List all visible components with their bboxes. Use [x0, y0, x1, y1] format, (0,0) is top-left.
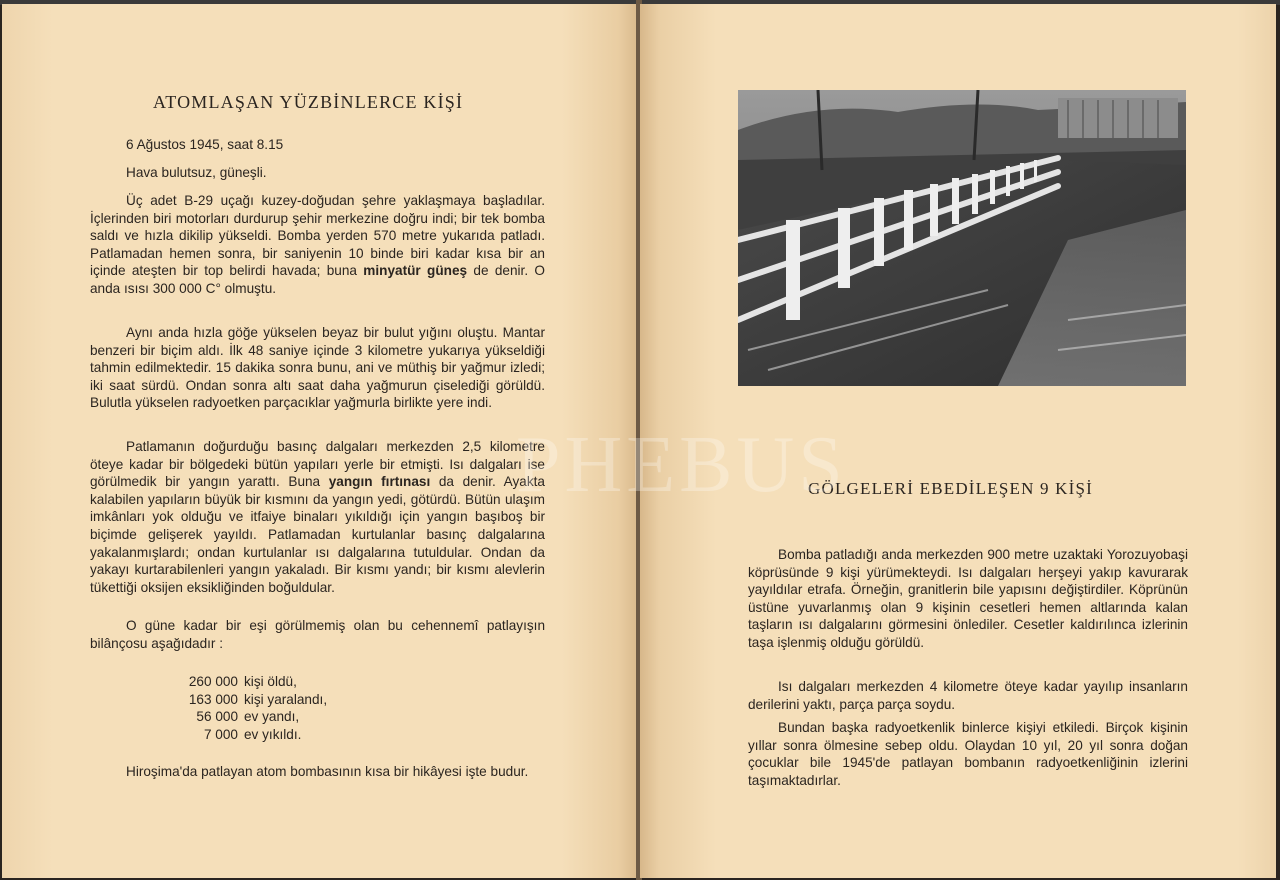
paragraph-text: da denir. Ayakta kalabilen yapıların büyük bir kısmını da yangın yedi, götürdü. Bütün ulaşım imkânları yok olduğu ve itfaiye binaları yıkıldığı için yangın başıboş bir biçimde gelişerek yayıldı. Patlamadan kurtulanlar basınç dalgalarına yakalanmışlardı; ondan kurtulanlar ısı dalgalarına tutuldular. Ondan da yakayı kurtarabilenleri yangın yakaladı. Bir kısmı yandı; bir kısmı alevlerin tükettiği oksijen eksikliğinden boğuldular.: [90, 474, 545, 595]
bold-term: yangın fırtınası: [328, 474, 431, 490]
casualty-list: [186, 673, 327, 743]
bridge-photo-image: [738, 90, 1186, 386]
watermark: PHEBUS: [516, 421, 847, 509]
paragraph-pressure-waves: [90, 438, 545, 596]
list-item: [186, 673, 327, 691]
right-page-title: GÖLGELERİ EBEDİLEŞEN 9 KİŞİ: [808, 479, 1094, 498]
dateline: 6 Ağustos 1945, saat 8.15: [126, 137, 284, 152]
paragraph-bridge: Bomba patladığı anda merkezden 900 metre uzaktaki Yorozuyobaşi köprüsünde 9 kişi yürümekteydi. Isı dalgaları herşeyi yakıp kavurarak yayıldılar etrafa. Örneğin, granitlerin bile yapısını değiştirdiler. Köprünün üstüne yuvarlanmış olan 9 kişinin cesetleri hemen altlarında kalan taşların ısı dalgalarını görmesini önlediler. Cesetler kaldırılınca izlerinin taşa işlenmiş olduğu görüldü.: [748, 547, 1188, 650]
paragraph-heat-waves: Isı dalgaları merkezden 4 kilometre öteye kadar yayılıp insanların derilerini yaktı, parça parça soydu.: [748, 679, 1188, 712]
bold-term: minyatür güneş: [363, 263, 468, 279]
bridge-photo: [738, 90, 1186, 386]
stat-label: kişi öldü,: [244, 674, 297, 689]
list-item: [186, 708, 327, 726]
stat-number: 56 000: [196, 709, 238, 725]
paragraph-text: de denir. O anda ısısı 300 000 C° olmuştu.: [90, 263, 546, 296]
left-page: [2, 4, 638, 878]
right-page: [640, 4, 1276, 878]
weather-line: Hava bulutsuz, güneşli.: [126, 165, 267, 180]
paragraph-toll-intro: O güne kadar bir eşi görülmemiş olan bu cehennemî patlayışın bilânçosu aşağıdadır :: [90, 618, 545, 651]
paragraph-cloud: Aynı anda hızla göğe yükselen beyaz bir bulut yığını oluştu. Mantar benzeri bir biçim aldı. İlk 48 saniye içinde 3 kilometre yukarıya yükseldiği tahmin edilmektedir. 15 dakika sonra bunu, ani ve müthiş bir yağmur izledi; iki saat sürdü. Ondan sonra altı saat daha yağmurun çiselediği görüldü. Bulutla yükselen radyoetken parçacıklar yağmurla birlikte yere indi.: [90, 325, 545, 411]
stat-label: kişi yaralandı,: [244, 691, 328, 707]
left-page-title: ATOMLAŞAN YÜZBİNLERCE KİŞİ: [153, 92, 464, 112]
paragraph-closing: Hiroşima'da patlayan atom bombasının kısa bir hikâyesi işte budur.: [126, 764, 529, 779]
stat-number: 163 000: [188, 691, 238, 707]
paragraph-bombing: [90, 192, 545, 298]
paragraph-text: Patlamanın doğurduğu basınç dalgaları merkezden 2,5 kilometre öteye kadar bir bölgedeki bütün yapıları yerle bir etmişti. Isı dalgaları ise görülmedik bir yangın yarattı. Buna: [90, 439, 545, 490]
list-item: [186, 726, 327, 744]
stat-number: 260 000: [188, 674, 238, 689]
stat-label: ev yandı,: [244, 709, 300, 725]
list-item: [186, 691, 327, 709]
stat-number: 7 000: [203, 726, 238, 742]
stat-label: ev yıkıldı.: [244, 726, 302, 742]
paragraph-text: Üç adet B-29 uçağı kuzey-doğudan şehre yaklaşmaya başladılar. İçlerinden biri motorları durdurup şehir merkezine doğru indi; bir tek bomba saldı ve hızla dikilip yükseldi. Bomba yerden 570 metre yukarıda patladı. Patlamadan hemen sonra, bir saniyenin 10 binde biri kadar kısa bir an içinde ateşten bir top belirdi havada; buna: [90, 193, 545, 279]
paragraph-radioactivity: Bundan başka radyoetkenlik binlerce kişiyi etkiledi. Birçok kişinin yıllar sonra ölmesine sebep oldu. Olaydan 10 yıl, 20 yıl sonra doğan çocuklar bile 1945'de patlayan bombanın radyoetkenliğinin izlerini taşımaktadırlar.: [748, 720, 1188, 788]
